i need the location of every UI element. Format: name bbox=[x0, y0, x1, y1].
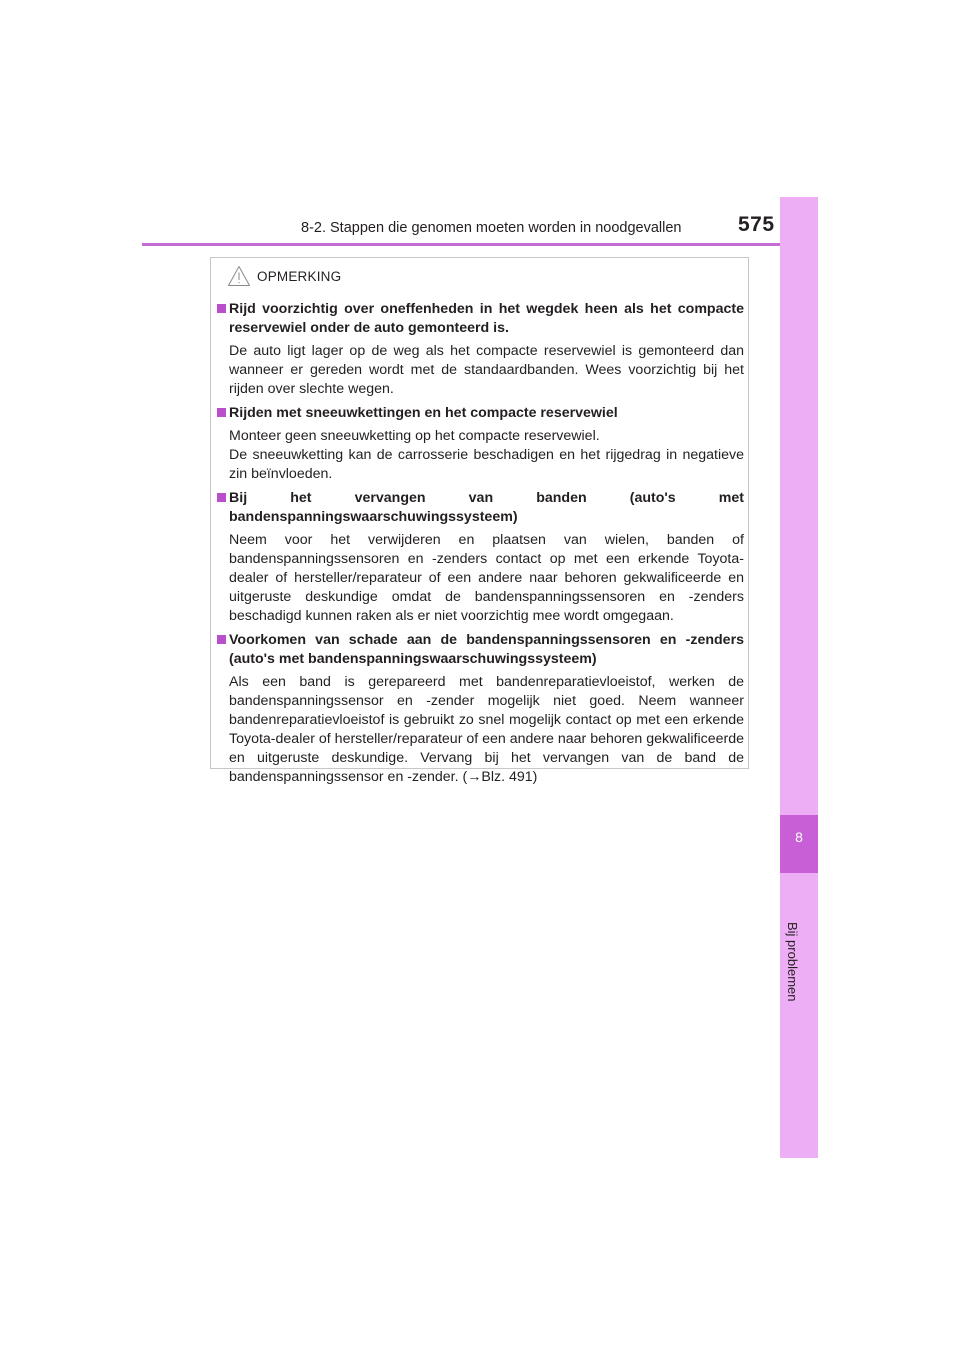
notice-paragraph: De sneeuwketting kan de carrosserie beschadigen en het rijgedrag in negatieve zin beïnvloeden. bbox=[229, 447, 744, 482]
chapter-number: 8 bbox=[795, 829, 803, 845]
square-bullet-icon bbox=[217, 304, 226, 313]
notice-paragraph: Neem voor het verwijderen en plaatsen van wielen, banden of bandenspanningssensoren en -zenders contact op met een erkende Toyota-dealer of hersteller/reparateur of een andere naar behoren gekwalificeerde en uitgeruste deskundige omdat de bandenspanningssensoren en -zenders beschadigd kunnen raken als er niet voorzichtig mee wordt omgegaan. bbox=[229, 532, 744, 624]
notice-item-title-text: Bij het vervangen van banden (auto's met bandenspanningswaarschuwingssysteem) bbox=[229, 490, 744, 525]
notice-item-title bbox=[217, 489, 744, 527]
notice-item bbox=[217, 300, 744, 399]
notice-paragraph: Monteer geen sneeuwketting op het compacte reservewiel. bbox=[229, 428, 600, 444]
notice-box bbox=[210, 257, 749, 785]
notice-content bbox=[217, 300, 744, 792]
notice-item bbox=[217, 404, 744, 484]
notice-item bbox=[217, 489, 744, 626]
notice-item bbox=[217, 631, 744, 787]
notice-item-body bbox=[217, 531, 744, 626]
notice-item-title-text: Voorkomen van schade aan de bandenspanningssensoren en -zenders (auto's met bandenspanningswaarschuwingssysteem) bbox=[229, 632, 744, 667]
page-number: 575 bbox=[738, 213, 775, 236]
section-title: 8-2. Stappen die genomen moeten worden in noodgevallen bbox=[301, 220, 682, 236]
notice-paragraph: Als een band is gerepareerd met bandenreparatievloeistof, werken de bandenspanningssensor en -zender mogelijk niet goed. Neem wanneer bandenreparatievloeistof is gebruikt zo snel mogelijk contact op met een erkende Toyota-dealer of hersteller/reparateur of een andere naar behoren gekwalificeerde en uitgeruste deskundige. Vervang bij het vervangen van de band de bandenspanningssensor en -zender. (→Blz. 491) bbox=[229, 674, 745, 785]
square-bullet-icon bbox=[217, 408, 226, 417]
chapter-side-tab bbox=[780, 197, 818, 1158]
chapter-title: Bij problemen bbox=[785, 922, 800, 1002]
notice-item-body bbox=[217, 673, 744, 787]
square-bullet-icon bbox=[217, 493, 226, 502]
warning-triangle-icon bbox=[227, 265, 251, 287]
notice-item-title bbox=[217, 300, 744, 338]
notice-item-body bbox=[217, 427, 744, 484]
notice-header bbox=[227, 264, 341, 288]
notice-item-body bbox=[217, 342, 744, 399]
notice-label: OPMERKING bbox=[257, 268, 342, 284]
notice-item-title bbox=[217, 404, 744, 423]
notice-item-title bbox=[217, 631, 744, 669]
header-divider bbox=[142, 243, 818, 246]
notice-paragraph: De auto ligt lager op de weg als het compacte reservewiel is gemonteerd dan wanneer er gereden wordt met de standaardbanden. Wees voorzichtig bij het rijden over slechte wegen. bbox=[229, 343, 744, 397]
notice-item-title-text: Rijd voorzichtig over oneffenheden in het wegdek heen als het compacte reservewiel onder de auto gemonteerd is. bbox=[229, 301, 744, 336]
notice-item-title-text: Rijden met sneeuwkettingen en het compacte reservewiel bbox=[229, 405, 618, 421]
square-bullet-icon bbox=[217, 635, 226, 644]
